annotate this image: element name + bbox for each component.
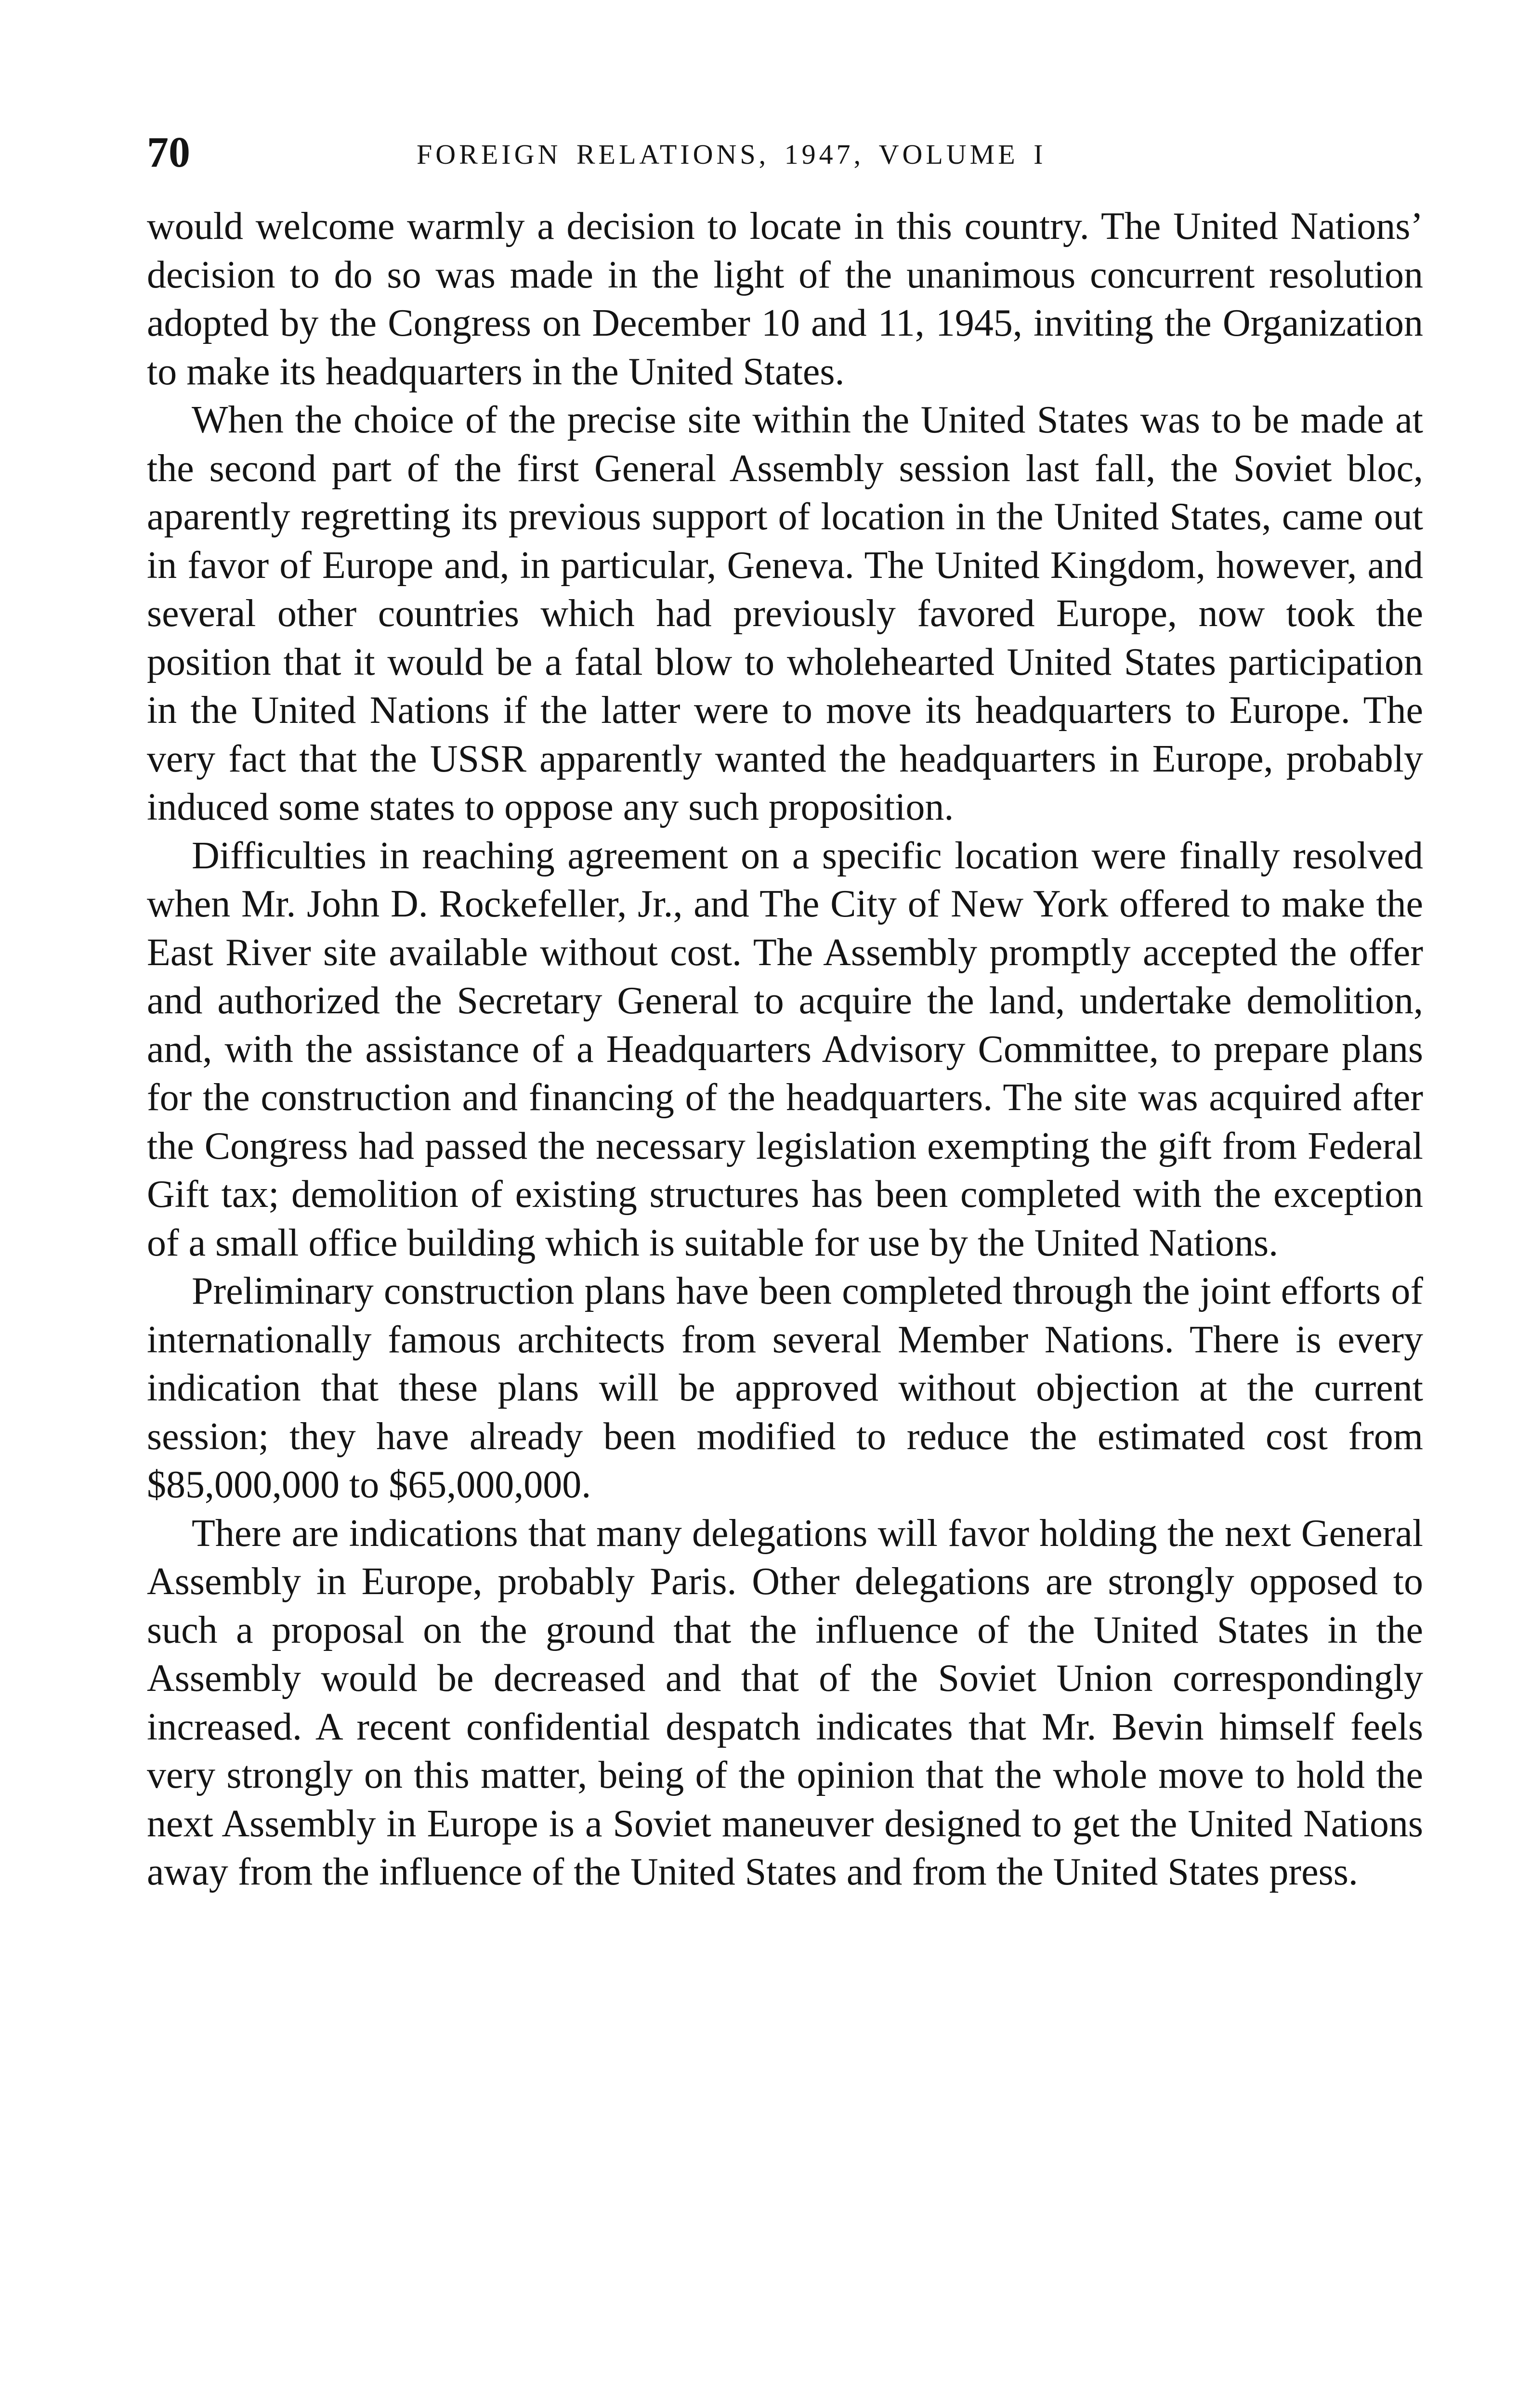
body-text: [147, 202, 1423, 1897]
running-title: FOREIGN RELATIONS, 1947, VOLUME I: [417, 139, 1047, 170]
running-head: [147, 126, 1423, 179]
paragraph-site-choice: When the choice of the precise site within the United States was to be made at the second part of the first General Assembly session last fall, the Soviet bloc, aparently regretting its previous support of location in the United States, came out in favor of Europe and, in particular, Geneva. The United Kingdom, however, and several other countries which had previously favored Europe, now took the position that it would be a fatal blow to wholehearted United States participation in the United Nations if the latter were to move its headquarters to Europe. The very fact that the USSR apparently wanted the headquarters in Europe, probably induced some states to oppose any such proposition.: [147, 399, 1423, 828]
page-number: 70: [147, 129, 190, 176]
paragraph-continued: would welcome warmly a decision to locate in this country. The United Nations’ decision to do so was made in the light of the unanimous concurrent resolution adopted by the Congress on December 10 and 11, 1945, inviting the Organization to make its headquarters in the United States.: [147, 205, 1423, 393]
paragraph-construction-plans: Preliminary construction plans have been completed through the joint efforts of internationally famous architects from several Member Nations. There is every indication that these plans will be approved without objection at the current session; they have already been modified to reduce the estimated cost from $85,000,000 to $65,000,000.: [147, 1270, 1423, 1506]
paragraph-next-assembly: There are indications that many delegations will favor holding the next General Assembly in Europe, probably Paris. Other delegations are strongly opposed to such a proposal on the ground that the influence of the United States in the Assembly would be decreased and that of the Soviet Union correspondingly increased. A recent confidential despatch indicates that Mr. Bevin himself feels very strongly on this matter, being of the opinion that the whole move to hold the next Assembly in Europe is a Soviet maneuver designed to get the United Nations away from the influence of the United States and from the United States press.: [147, 1512, 1423, 1893]
paragraph-rockefeller-site: Difficulties in reaching agreement on a specific location were finally resolved when Mr. John D. Rockefeller, Jr., and The City of New York offered to make the East River site available without cost. The Assembly promptly accepted the offer and authorized the Secretary General to acquire the land, undertake demolition, and, with the assistance of a Headquarters Advisory Committee, to prepare plans for the construction and financing of the headquarters. The site was acquired after the Congress had passed the necessary legislation exempting the gift from Federal Gift tax; demolition of existing structures has been completed with the exception of a small office building which is suitable for use by the United Nations.: [147, 834, 1423, 1264]
